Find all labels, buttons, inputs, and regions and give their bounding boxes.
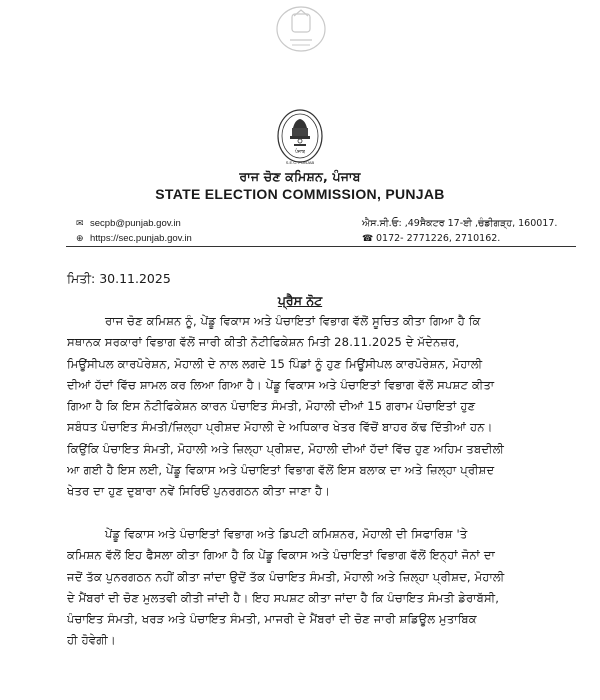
emblem-caption: ਪੰਜਾਬ: [295, 150, 305, 155]
paragraph-line: ਸਬੰਧਤ ਪੰਚਾਇਤ ਸੰਮਤੀ/ਜ਼ਿਲ੍ਹਾ ਪ੍ਰੀਸ਼ਦ ਮੋਹਾਲੀ ਦੇ ਅਧਿਕਾਰ ਖੇਤਰ ਵਿੱਚੋਂ ਬਾਹਰ ਕੱਢ ਦਿੱਤੀਆਂ ਹਨ।: [67, 420, 493, 435]
paragraph-line: ਦੇ ਮੈਂਬਰਾਂ ਦੀ ਚੋਣ ਮੁਲਤਵੀ ਕੀਤੀ ਜਾਂਦੀ ਹੈ। ਇਹ ਸਪਸ਼ਟ ਕੀਤਾ ਜਾਂਦਾ ਹੈ ਕਿ ਪੰਚਾਇਤ ਸੰਮਤੀ ਡੇਰਾਬੱਸੀ,: [67, 590, 500, 605]
org-name-english: STATE ELECTION COMMISSION, PUNJAB: [155, 186, 445, 202]
paragraph-line: ਆ ਗਈ ਹੈ ਇਸ ਲਈ, ਪੇਂਡੂ ਵਿਕਾਸ ਅਤੇ ਪੰਚਾਇਤਾਂ ਵਿਭਾਗ ਵੱਲੋਂ ਇਸ ਬਲਾਕ ਦਾ ਅਤੇ ਜ਼ਿਲ੍ਹਾ ਪ੍ਰੀਸ਼ਦ: [67, 463, 495, 478]
address-text: ਐਸ.ਸੀ.ਓ: ,49ਸੈਕਟਰ 17-ਈ ,ਚੰਡੀਗੜ੍ਹ, 160017.: [362, 218, 558, 229]
paragraph-line: ਹੀ ਹੋਵੇਗੀ।: [67, 633, 116, 648]
date-line: ਮਿਤੀ: 30.11.2025: [67, 271, 171, 286]
globe-icon: ⊕: [76, 233, 84, 243]
org-name-punjabi: ਰਾਜ ਚੋਣ ਕਮਿਸ਼ਨ, ਪੰਜਾਬ: [239, 169, 361, 184]
paragraph-line: ਪੇਂਡੂ ਵਿਕਾਸ ਅਤੇ ਪੰਚਾਇਤਾਂ ਵਿਭਾਗ ਅਤੇ ਡਿਪਟੀ ਕਮਿਸ਼ਨਰ, ਮੋਹਾਲੀ ਦੀ ਸਿਫਾਰਿਸ਼ 'ਤੇ: [105, 527, 468, 541]
website-row: [76, 231, 192, 246]
paragraph-line: ਰਾਜ ਚੋਣ ਕਮਿਸ਼ਨ ਨੂੰ, ਪੇਂਡੂ ਵਿਕਾਸ ਅਤੇ ਪੰਚਾਇਤਾਂ ਵਿਭਾਗ ਵੱਲੋਂ ਸੂਚਿਤ ਕੀਤਾ ਗਿਆ ਹੈ ਕਿ: [105, 314, 481, 328]
website-text[interactable]: https://sec.punjab.gov.in: [90, 233, 192, 244]
paragraph-line: ਗਿਆ ਹੈ ਕਿ ਇਸ ਨੋਟੀਫਿਕੇਸ਼ਨ ਕਾਰਨ ਪੰਚਾਇਤ ਸੰਮਤੀ, ਮੋਹਾਲੀ ਦੀਆਂ 15 ਗਰਾਮ ਪੰਚਾਇਤਾਂ ਹੁਣ: [67, 399, 476, 414]
phone-row: [362, 231, 557, 247]
address-row: [362, 216, 557, 231]
paragraph-2: [67, 524, 567, 652]
state-emblem-logo: [268, 108, 332, 166]
paragraph-line: ਪੰਚਾਇਤ ਸੰਮਤੀ, ਖਰੜ ਅਤੇ ਪੰਚਾਇਤ ਸੰਮਤੀ, ਮਾਜਰੀ ਦੇ ਮੈਂਬਰਾਂ ਦੀ ਚੋਣ ਜਾਰੀ ਸ਼ਡਿਊਲ ਮੁਤਾਬਿਕ: [67, 612, 477, 627]
paragraph-line: ਦੀਆਂ ਹੱਦਾਂ ਵਿੱਚ ਸ਼ਾਮਲ ਕਰ ਲਿਆ ਗਿਆ ਹੈ। ਪੇਂਡੂ ਵਿਕਾਸ ਅਤੇ ਪੰਚਾਇਤਾਂ ਵਿਭਾਗ ਵੱਲੋਂ ਸਪਸ਼ਟ ਕੀਤਾ: [67, 377, 495, 392]
telephone-icon: ☎: [362, 234, 374, 244]
envelope-icon: ✉: [76, 218, 84, 228]
contact-left-block: [76, 216, 192, 246]
paragraph-line: ਸਥਾਨਕ ਸਰਕਾਰਾਂ ਵਿਭਾਗ ਵੱਲੋਂ ਜਾਰੀ ਕੀਤੀ ਨੋਟੀਫਿਕੇਸ਼ਨ ਮਿਤੀ 28.11.2025 ਦੇ ਮੱਦੇਨਜ਼ਰ,: [67, 335, 460, 350]
paragraph-line: ਕਮਿਸ਼ਨ ਵੱਲੋਂ ਇਹ ਫੈਸਲਾ ਕੀਤਾ ਗਿਆ ਹੈ ਕਿ ਪੇਂਡੂ ਵਿਕਾਸ ਅਤੇ ਪੰਚਾਇਤਾਂ ਵਿਭਾਗ ਵੱਲੋਂ ਇਨ੍ਹਾਂ ਜੋਨਾਂ ਦਾ: [67, 548, 495, 563]
page-title: ਪ੍ਰੈਸ ਨੋਟ: [277, 293, 323, 308]
header-divider: [66, 246, 576, 247]
paragraph-line: ਖੇਤਰ ਦਾ ਹੁਣ ਦੁਬਾਰਾ ਨਵੇਂ ਸਿਰਿਓਂ ਪੁਨਰਗਠਨ ਕੀਤਾ ਜਾਣਾ ਹੈ।: [67, 484, 331, 499]
paragraph-line: ਮਿਊਂਸੀਪਲ ਕਾਰਪੋਰੇਸ਼ਨ, ਮੋਹਾਲੀ ਦੇ ਨਾਲ ਲਗਦੇ 15 ਪਿੰਡਾਂ ਨੂੰ ਹੁਣ ਮਿਊਂਸੀਪਲ ਕਾਰਪੋਰੇਸ਼ਨ, ਮੋਹਾਲੀ: [67, 356, 483, 371]
emblem-subcaption: S.E.C. PUNJAB: [285, 160, 315, 165]
email-text[interactable]: secpb@punjab.gov.in: [90, 218, 181, 229]
paragraph-line: ਜਦੋਂ ਤੱਕ ਪੁਨਰਗਠਨ ਨਹੀਂ ਕੀਤਾ ਜਾਂਦਾ ਉਦੋਂ ਤੱਕ ਪੰਚਾਇਤ ਸੰਮਤੀ, ਮੋਹਾਲੀ ਅਤੇ ਜ਼ਿਲ੍ਹਾ ਪ੍ਰੀਸ਼ਦ, ਮੋਹਾਲੀ: [67, 569, 505, 584]
phone-text: 0172- 2771226, 2710162.: [376, 233, 501, 244]
email-row: [76, 216, 192, 231]
paragraph-line: ਕਿਉਂਕਿ ਪੰਚਾਇਤ ਸੰਮਤੀ, ਮੋਹਾਲੀ ਅਤੇ ਜ਼ਿਲ੍ਹਾ ਪ੍ਰੀਸ਼ਦ, ਮੋਹਾਲੀ ਦੀਆਂ ਹੱਦਾਂ ਵਿੱਚ ਹੁਣ ਅਹਿਮ ਤਬਦੀਲੀ: [67, 441, 505, 456]
contact-right-block: [362, 216, 557, 247]
paragraph-1: [67, 311, 567, 503]
faded-emblem-stamp: [270, 0, 332, 58]
